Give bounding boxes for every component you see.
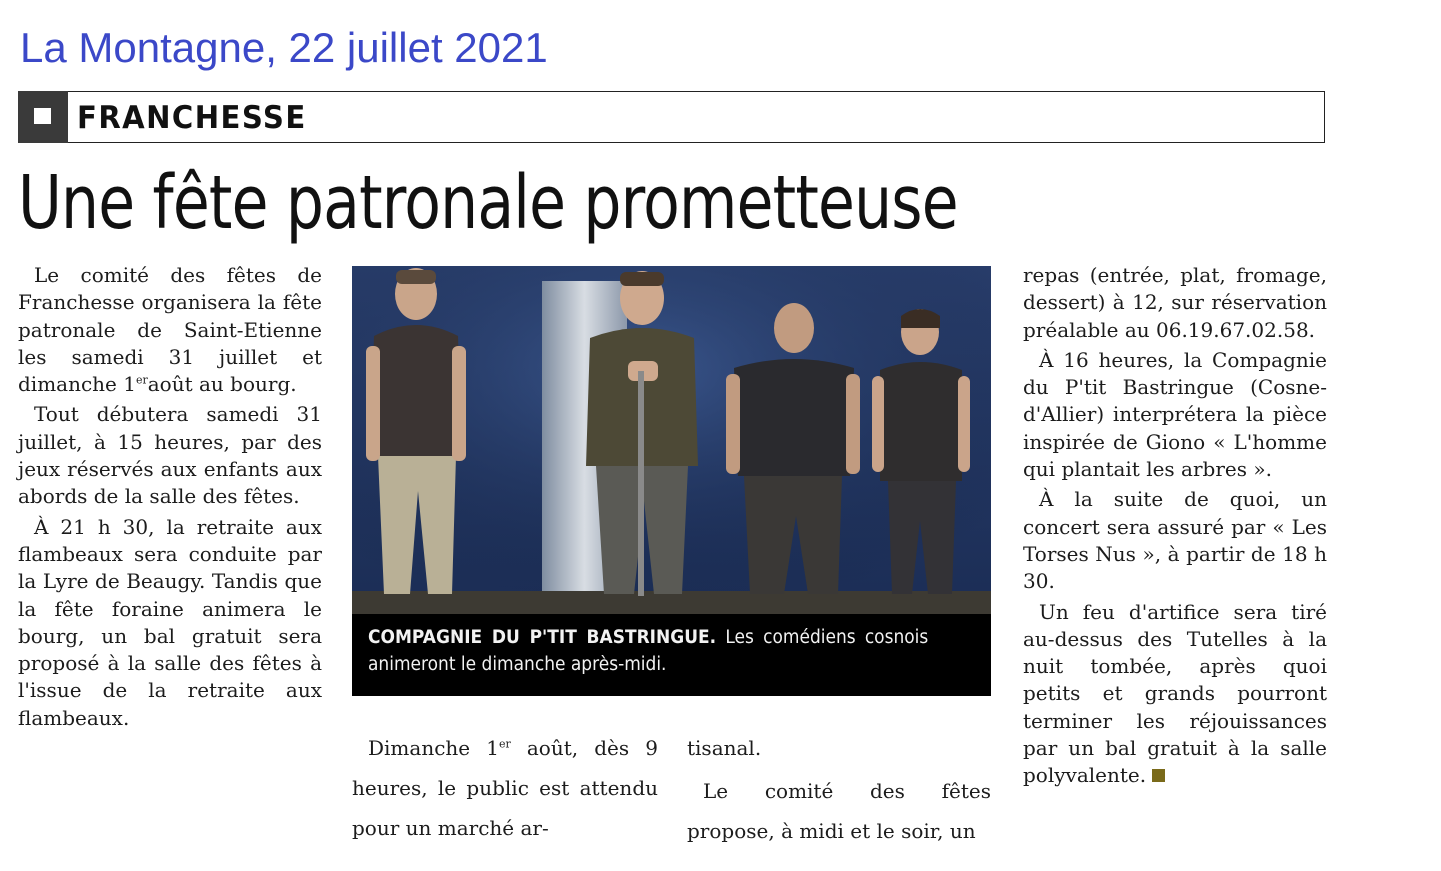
paragraph: À 16 heures, la Compagnie du P'tit Bastringue (Cosne-d'Allier) interprétera la pièce inspirée de Giono « L'homme qui plantait les arbres ». <box>1023 347 1327 482</box>
paragraph: Le comité des fêtes propose, à midi et le soir, un <box>687 779 991 843</box>
caption-text: Les comédiens cosnois animeront le dimanche après-midi. <box>368 627 929 675</box>
rubric-square-icon <box>18 91 68 143</box>
article-column-3 <box>687 728 991 851</box>
article-column-4 <box>1023 262 1327 790</box>
paragraph: Dimanche 1er août, dès 9 heures, le public est attendu pour un marché ar- <box>352 736 658 840</box>
article-column-1 <box>18 262 322 732</box>
paragraph: Tout débutera samedi 31 juillet, à 15 heures, par des jeux réservés aux enfants aux abords de la salle des fêtes. <box>18 402 322 509</box>
photo <box>352 266 991 696</box>
paragraph: Un feu d'artifice sera tiré au-dessus des Tutelles à la nuit tombée, après quoi petits et grands pourront terminer les réjouissances par un bal gratuit à la salle polyvalente. <box>1023 599 1327 788</box>
paragraph: repas (entrée, plat, fromage, dessert) à 12, sur réservation préalable au 06.19.67.02.58. <box>1023 263 1327 342</box>
photo-caption <box>368 624 928 678</box>
paragraph: À 21 h 30, la retraite aux flambeaux sera conduite par la Lyre de Beaugy. Tandis que la fête foraine animera le bourg, un bal gratuit sera proposé à la salle des fêtes à l'issue de la retraite aux flambeaux. <box>18 514 322 730</box>
end-mark-icon <box>1152 769 1165 782</box>
rubric-label: FRANCHESSE <box>77 100 307 136</box>
source-line: La Montagne, 22 juillet 2021 <box>20 24 548 71</box>
paragraph: Le comité des fêtes de Franchesse organisera la fête patronale de Saint-Etienne les samedi 31 juillet et dimanche 1eraoût au bourg. <box>18 263 322 397</box>
article-column-2 <box>352 728 658 848</box>
photo-image <box>352 266 991 614</box>
paragraph: À la suite de quoi, un concert sera assuré par « Les Torses Nus », à partir de 18 h 30. <box>1023 487 1327 594</box>
rubric-bar <box>18 91 1325 143</box>
headline: Une fête patronale prometteuse <box>18 160 958 246</box>
paragraph: tisanal. <box>687 736 762 760</box>
caption-lead: COMPAGNIE DU P'TIT BASTRINGUE. <box>368 627 717 648</box>
